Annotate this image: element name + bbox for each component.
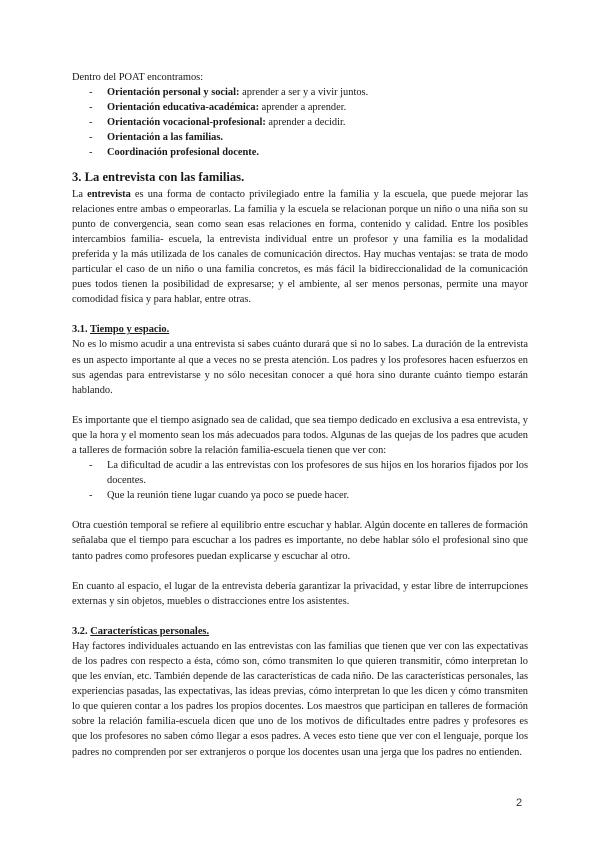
section-paragraph: No es lo mismo acudir a una entrevista si sabes cuánto durará que si no lo sabes. La duración de la entrevista es un aspecto importante al que a veces no se presta atención. Los padres y los profesores hacen esfuerzos en sus agendas para entrevistarse y no sólo necesitan conocer a qué hora sino durante cuánto tiempo estarán hablando. xyxy=(72,339,528,396)
section-paragraph: Hay factores individuales actuando en las entrevistas con las familias que tienen que ver con las expectativas de los padres con respecto a ésta, cómo son, cómo transmiten lo que quieren transmitir, cómo interpretan lo que les envían, etc. También depende de las características de cada niño. De las características personales, las experiencias pasadas, las expectativas, las ideas previas, cómo interpretan lo que les dicen y cómo transmiten lo que quieren contar a los padres los propios docentes. Los maestros que participan en talleres de formación sobre la relación familia-escuela dicen que uno de los motivos de dificultades entre padres y profesores es que los profesores no saben cómo llegar a esos padres. A veces esto tiene que ver con el lenguaje, porque los padres no comprenden por ser extranjeros o porque los docentes usan una jerga que los padres no entienden. xyxy=(72,640,528,758)
list-item xyxy=(72,100,528,115)
list-dash: - xyxy=(89,117,93,129)
section-heading: 3. La entrevista con las familias. xyxy=(72,169,245,184)
paragraph-text: es una forma de contacto privilegiado entre la familia y la escuela, que puede mejorar las relaciones entre ambas o empeorarlas. La familia y la escuela se relacionan porque un niño o una niña son su punto de convergencia, sean como sean esas relaciones en forma, contenido y calidad. Entre los posibles intercambios familia- escuela, la entrevista individual entre un profesor y una familia es la modalidad preferida y la más utilizada de los canales de comunicación directos. Hay muchas ventajas: se trata de modo particular el caso de un niño o una familia concretos, es más fácil la bidireccionalidad de la comunicación pues todos tienen la posibilidad de expresarse; y el ambiente, al ser menos personas, permite una mayor comodidad física y para hablar, entre otras. xyxy=(72,188,528,306)
list-item-bold: Orientación a las familias. xyxy=(107,132,224,144)
section-paragraph: Es importante que el tiempo asignado sea de calidad, que sea tiempo dedicado en exclusiva a esa entrevista, y que la hora y el momento sean los más adecuados para todos. Algunas de las quejas de los padres que acuden a talleres de formación sobre la relación familia-escuela tienen que ver con: xyxy=(72,414,528,456)
list-item xyxy=(72,130,528,145)
list-item-text: aprender a decidir. xyxy=(265,117,346,129)
subsection-title: Tiempo y espacio. xyxy=(90,324,170,336)
list-dash: - xyxy=(89,490,93,502)
section-paragraph xyxy=(72,187,528,308)
subsection-title: Características personales. xyxy=(90,625,210,637)
document-page xyxy=(72,70,528,760)
poat-list xyxy=(72,85,528,160)
section-paragraph: En cuanto al espacio, el lugar de la entrevista debería garantizar la privacidad, y estar libre de interrupciones externas y sin objetos, muebles o distracciones entre los asistentes. xyxy=(72,580,528,607)
subsection-heading xyxy=(72,624,528,639)
list-item xyxy=(72,488,528,503)
list-item-text: aprender a ser y a vivir juntos. xyxy=(239,87,369,99)
list-item-text: Que la reunión tiene lugar cuando ya poco se puede hacer. xyxy=(107,490,350,502)
list-item xyxy=(72,85,528,100)
list-item-text: La dificultad de acudir a las entrevistas con los profesores de sus hijos en los horarios fijados por los docentes. xyxy=(107,460,528,487)
section-paragraph: Otra cuestión temporal se refiere al equilibrio entre escuchar y hablar. Algún docente en talleres de formación señalaba que el tiempo para escuchar a los padres es importante, no debe hablar sólo el profesional sino que tanto padres como profesores puedan explicarse y escuchar al otro. xyxy=(72,520,528,562)
list-item-text: aprender a aprender. xyxy=(259,102,347,114)
list-dash: - xyxy=(89,147,93,159)
bullet-list xyxy=(72,458,528,503)
list-dash: - xyxy=(89,460,93,472)
page-number: 2 xyxy=(516,797,523,809)
list-dash: - xyxy=(89,132,93,144)
paragraph-text: La xyxy=(72,188,88,200)
subsection-heading xyxy=(72,322,528,337)
list-item xyxy=(72,458,528,488)
list-item-bold: Coordinación profesional docente. xyxy=(107,147,259,159)
paragraph-bold: entrevista xyxy=(87,188,131,200)
list-dash: - xyxy=(89,87,93,99)
list-item xyxy=(72,115,528,130)
subsection-number: 3.2. xyxy=(72,625,91,637)
poat-intro: Dentro del POAT encontramos: xyxy=(72,72,204,83)
subsection-number: 3.1. xyxy=(72,324,90,336)
list-item-bold: Orientación vocacional-profesional: xyxy=(107,117,266,129)
list-item-bold: Orientación personal y social: xyxy=(107,87,240,99)
list-item-bold: Orientación educativa-académica: xyxy=(107,102,260,114)
list-item xyxy=(72,145,528,160)
list-dash: - xyxy=(89,102,93,114)
